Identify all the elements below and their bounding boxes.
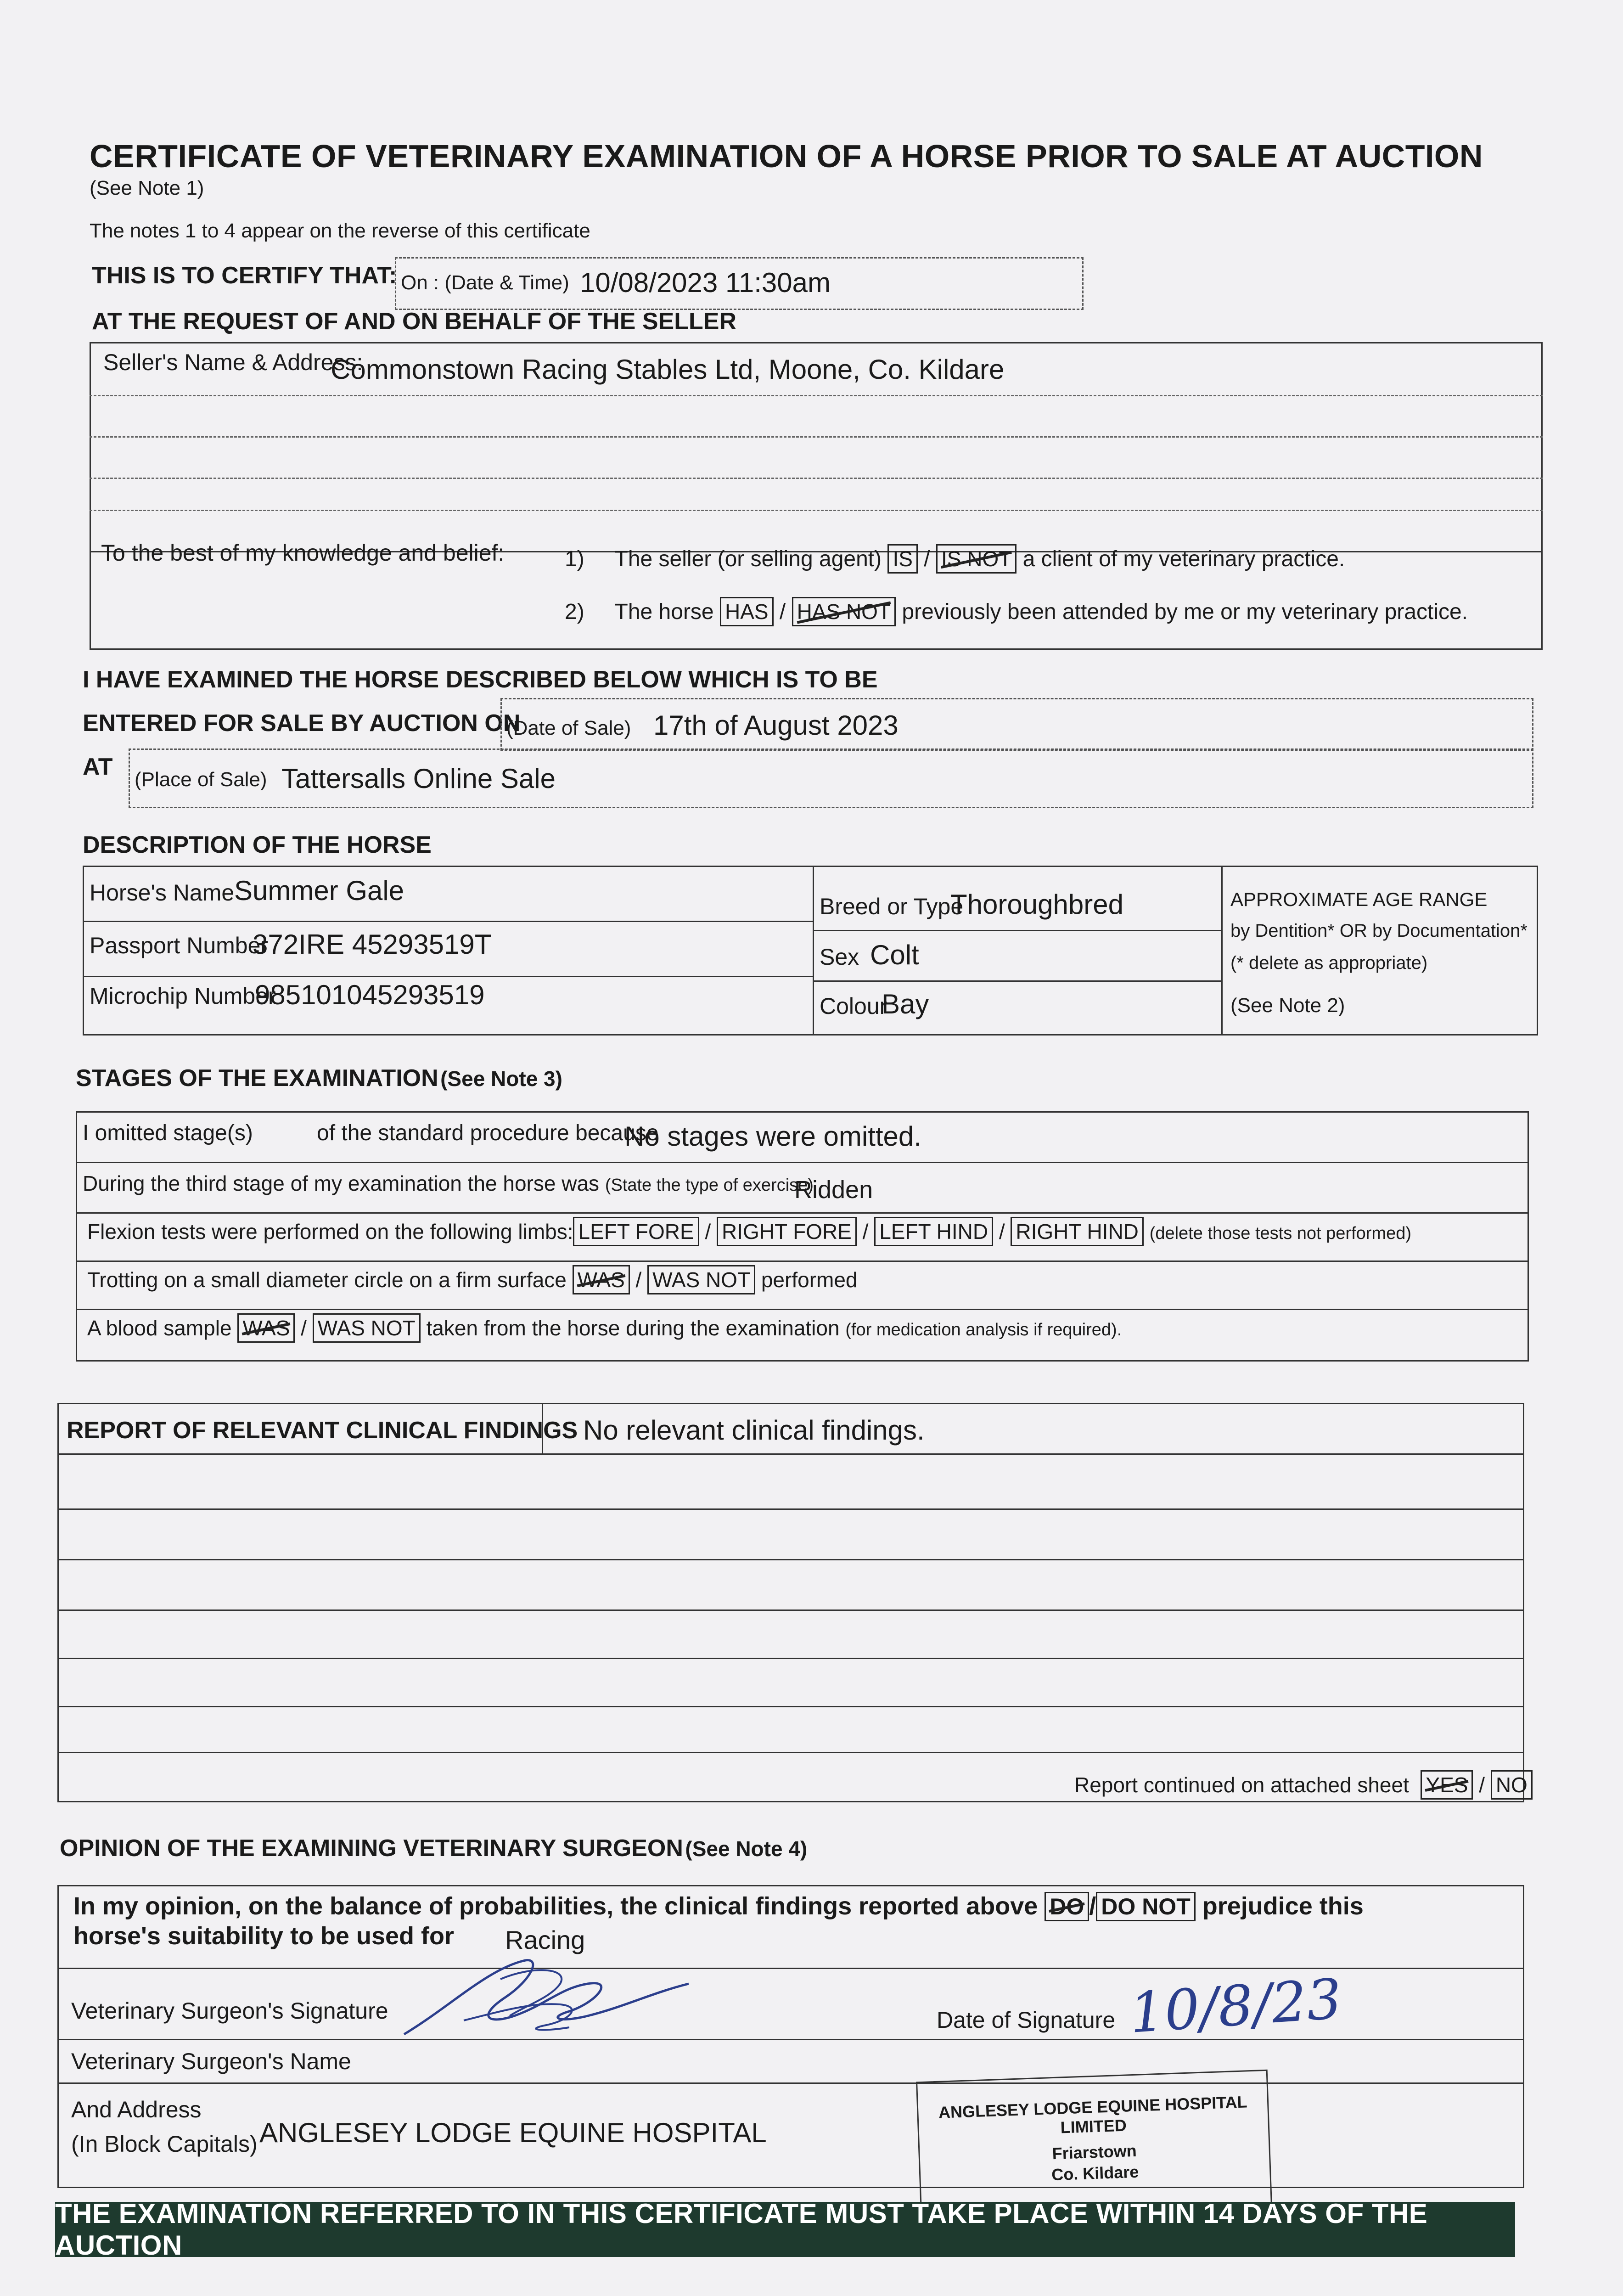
right-fore-option[interactable]: RIGHT FORE	[717, 1217, 857, 1246]
trot-row: Trotting on a small diameter circle on a firm surface WAS / WAS NOT performed	[87, 1265, 858, 1294]
belief-item-2: 2) The horse HAS / HAS NOT previously been attended by me or my veterinary practice.	[565, 597, 1468, 626]
do-option[interactable]: DO	[1045, 1892, 1089, 1921]
sale-date-value: 17th of August 2023	[653, 710, 899, 741]
right-hind-option[interactable]: RIGHT HIND	[1011, 1217, 1144, 1246]
is-option[interactable]: IS	[887, 544, 917, 574]
use-value[interactable]: Racing	[505, 1925, 585, 1954]
sale-place-value: Tattersalls Online Sale	[281, 763, 556, 794]
footer-banner: THE EXAMINATION REFERRED TO IN THIS CERTIFICATE MUST TAKE PLACE WITHIN 14 DAYS OF THE AUCTION	[55, 2202, 1515, 2257]
opinion-line-1: In my opinion, on the balance of probabilities, the clinical findings reported above DO / DO NOT prejudice this	[73, 1892, 1364, 1921]
opinion-heading: OPINION OF THE EXAMINING VETERINARY SURGEON (See Note 4)	[60, 1835, 808, 1862]
on-value: 10/08/2023 11:30am	[580, 267, 831, 298]
notes-line: The notes 1 to 4 appear on the reverse of this certificate	[90, 219, 590, 242]
blood-was-option[interactable]: WAS	[237, 1313, 295, 1343]
left-hind-option[interactable]: LEFT HIND	[874, 1217, 993, 1246]
has-option[interactable]: HAS	[720, 597, 774, 626]
seller-label: Seller's Name & Address:	[103, 349, 363, 375]
description-heading: DESCRIPTION OF THE HORSE	[83, 832, 432, 858]
findings-heading: REPORT OF RELEVANT CLINICAL FINDINGS	[67, 1417, 578, 1444]
sale-date-box[interactable]: (Date of Sale) 17th of August 2023	[500, 698, 1533, 751]
blood-was-not-option[interactable]: WAS NOT	[313, 1313, 421, 1343]
address-value[interactable]: ANGLESEY LODGE EQUINE HOSPITAL	[259, 2117, 767, 2148]
stages-heading: STAGES OF THE EXAMINATION (See Note 3)	[76, 1065, 562, 1092]
has-not-option[interactable]: HAS NOT	[792, 597, 896, 626]
is-not-option[interactable]: IS NOT	[936, 544, 1016, 574]
findings-table	[57, 1403, 1524, 1802]
blood-row: A blood sample WAS / WAS NOT taken from the horse during the examination (for medication analysis if required).	[87, 1313, 1122, 1343]
exercise-value[interactable]: Ridden	[794, 1176, 873, 1204]
continued-yes-option[interactable]: YES	[1421, 1770, 1473, 1800]
continued-row: Report continued on attached sheet YES / NO	[1074, 1770, 1533, 1800]
left-fore-option[interactable]: LEFT FORE	[573, 1217, 699, 1246]
belief-label: To the best of my knowledge and belief:	[101, 540, 505, 566]
horse-name-value[interactable]: Summer Gale	[234, 875, 404, 906]
continued-no-option[interactable]: NO	[1491, 1770, 1533, 1800]
sale-place-box[interactable]: (Place of Sale) Tattersalls Online Sale	[129, 748, 1533, 808]
page-title: CERTIFICATE OF VETERINARY EXAMINATION OF A HORSE PRIOR TO SALE AT AUCTION	[90, 138, 1483, 174]
examined-heading: I HAVE EXAMINED THE HORSE DESCRIBED BELOW WHICH IS TO BE	[83, 666, 878, 693]
belief-item-1: 1) The seller (or selling agent) IS / IS NOT a client of my veterinary practice.	[565, 544, 1345, 574]
seller-value[interactable]: Commonstown Racing Stables Ltd, Moone, Co. Kildare	[331, 354, 1005, 385]
colour-value[interactable]: Bay	[882, 989, 929, 1019]
request-heading: AT THE REQUEST OF AND ON BEHALF OF THE SELLER	[92, 308, 736, 335]
practice-stamp: ANGLESEY LODGE EQUINE HOSPITAL LIMITED Friarstown Co. Kildare	[916, 2070, 1272, 2218]
certificate-page: CERTIFICATE OF VETERINARY EXAMINATION OF A HORSE PRIOR TO SALE AT AUCTION (See Note 1) The notes 1 to 4 appear on the reverse of this certificate THIS IS TO CERTIFY THAT: On : (Date & Time) 10/08/2023 11:30am AT THE REQUEST OF AND ON BEHALF OF THE SELLER Seller's Name & Address: Commonstown Racing Stables Ltd, Moone, Co. Kildare To the best of my knowledge and belief: 1) The seller (or selling agent) IS / IS NOT a client of my veterinary practice. 2) The horse HAS / HAS NOT previously been attended by me or my veterinary practice. I HAVE EXAMINED THE HORSE DESCRIBED BELOW WHICH IS TO BE ENTERED FOR SALE BY AUCTION ON (Date of Sale) 17th of August 2023 AT (Place of Sale) Tattersalls Online Sale DESCRIPTION OF THE HORSE Horse's Name Summer Gale Passport Number 372IRE 45293519T Microchip Number 985101045293519 Breed or Type Thoroughbred Sex Colt Colour Bay APPROXIMATE AGE RANGE by Dentition* OR by Documentation* (* delete as appropriate) (See Note 2) STAGES OF THE EXAMINATION (See Note 3) I omitted stage(s) of the standard procedure because No stages were omitted. During the third stage of my examination the horse was (State the type of exercise) Ridden Flexion tests were performed on the following limbs: LEFT FORE / RIGHT FORE / LEFT HIND / RIGHT HIND (delete those tests not performed) Trotting on a small diameter circle on a firm surface WAS / WAS NOT performed A blood sample WAS / WAS NOT taken from the horse during the examination (for medication analysis if required). REPORT OF RELEVANT CLINICAL FINDINGS No relevant clinical findings. Report continued on attached sheet YES / NO OPINION OF THE EXAMINING VETERINARY SURGEON (See Note 4) In my opinion, on the balance of probabilities, the clinical findings reported above DO / DO NOT prejudice this horse's suitability to be used for Racing Veterinary Surgeon's Signature Date of Signature 10/8/23 Veterinary Surgeon's Name And Address (In Block Capitals) ANGLESEY LODGE EQUINE HOSPITAL ANGLESEY LODGE EQUINE HOSPITAL LIMITED Friarstown Co. Kildare THE EXAMINATION REFERRED TO IN THIS CERTIFICATE MUST TAKE PLACE WITHIN 14 DAYS OF THE AUCTION	[0, 0, 1623, 2296]
certify-label: THIS IS TO CERTIFY THAT:	[92, 262, 397, 289]
on-label: On : (Date & Time)	[401, 271, 569, 294]
passport-value[interactable]: 372IRE 45293519T	[253, 929, 492, 960]
trot-was-not-option[interactable]: WAS NOT	[647, 1265, 755, 1294]
do-not-option[interactable]: DO NOT	[1096, 1892, 1195, 1921]
trot-was-option[interactable]: WAS	[573, 1265, 630, 1294]
sex-value[interactable]: Colt	[870, 940, 919, 970]
date-signature-value[interactable]: 10/8/23	[1127, 1967, 1344, 2046]
entered-label: ENTERED FOR SALE BY AUCTION ON	[83, 710, 521, 737]
flexion-row: Flexion tests were performed on the following limbs: LEFT FORE / RIGHT FORE / LEFT HIND / RIGHT HIND (delete those tests not performed)	[87, 1217, 1411, 1246]
see-note-1: (See Note 1)	[90, 177, 204, 199]
microchip-value[interactable]: 985101045293519	[255, 979, 485, 1010]
breed-value[interactable]: Thoroughbred	[950, 889, 1123, 920]
findings-value[interactable]: No relevant clinical findings.	[583, 1415, 925, 1446]
omitted-value[interactable]: No stages were omitted.	[624, 1121, 921, 1152]
certify-date-box[interactable]	[395, 257, 1084, 310]
signature-image	[395, 1952, 707, 2043]
at-label: AT	[83, 754, 113, 780]
